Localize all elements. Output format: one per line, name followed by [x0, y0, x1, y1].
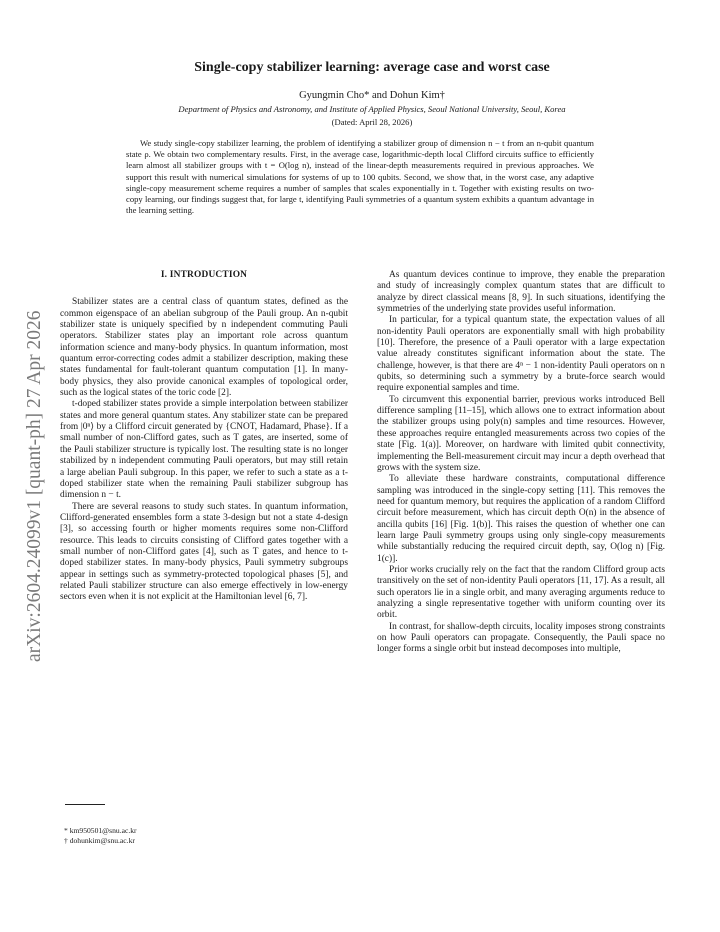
- affiliation: Department of Physics and Astronomy, and Institute of Applied Physics, Seoul National University, Seoul, Korea: [178, 104, 566, 114]
- body-paragraph: There are several reasons to study such states. In quantum information, Clifford-generated ensembles form a state 3-design but not a state 4-design [3], so accessing fourth or higher moments requires some non-Clifford resource. This leads to circuits consisting of Clifford gates together with a small number of non-Clifford gates [4], such as T gates, and hence to t-doped stabilizer states. In many-body physics, Pauli symmetry subgroups appear in settings such as symmetry-protected topological phases [5], and related Pauli stabilizer structure can also emerge effectively in low-energy sectors even when it is not explicit at the Hamiltonian level [6, 7].: [60, 501, 348, 603]
- body-paragraph: To circumvent this exponential barrier, previous works introduced Bell difference sampling [11–15], which allows one to extract information about the stabilizer groups using poly(n) samples and time resources. However, these approaches require entangled measurements across two copies of the state [Fig. 1(a)]. Moreover, on hardware with limited qubit connectivity, implementing the Bell-measurement circuit may incur a depth overhead that grows with the system size.: [377, 394, 665, 473]
- author-list: Gyungmin Cho* and Dohun Kim†: [299, 90, 445, 101]
- body-paragraph: t-doped stabilizer states provide a simple interpolation between stabilizer states and more general quantum states. Any stabilizer state can be prepared from |0ⁿ⟩ by a Clifford circuit generated by {CNOT, Hadamard, Phase}. If a small number of non-Clifford gates, such as T gates, are inserted, some of the Pauli stabilizer structure is typically lost. The resulting state is no longer stabilized by n independent commuting Pauli operators, but may still retain a large abelian Pauli subgroup. In this paper, we refer to such a state as a t-doped stabilizer state when the remaining Pauli stabilizer subgroup has dimension n − t.: [60, 399, 348, 501]
- arxiv-stamp-svg: [0, 0, 60, 932]
- footnote-email: † dohunkim@snu.ac.kr: [64, 836, 135, 845]
- body-paragraph: In particular, for a typical quantum state, the expectation values of all non-identity Pauli operators are exponentially small with high probability [10]. Therefore, the presence of a Pauli operator with a large expectation value already constitutes significant information about the state. The challenge, however, is that there are 4ⁿ − 1 non-identity Pauli operators on n qubits, so determining such a symmetry by a brute-force search would require exponential samples and time.: [377, 315, 665, 394]
- body-paragraph: As quantum devices continue to improve, they enable the preparation and study of increasingly complex quantum states that are difficult to analyze by direct classical means [8, 9]. In such situations, identifying the symmetries of the underlying state provides useful information.: [377, 270, 665, 315]
- footnote-divider: [65, 804, 105, 805]
- abstract-text: We study single-copy stabilizer learning, the problem of identifying a stabilizer group of dimension n − t from an n-qubit quantum state ρ. We obtain two complementary results. First, in the average case, logarithmic-depth local Clifford circuits suffice to efficiently learn almost all stabilizer groups with t = O(log n), instead of the linear-depth measurements required in previous approaches. We support this result with numerical simulations for systems of up to 100 qubits. Second, we show that, in the worst case, any adaptive single-copy measurement scheme requires a number of samples that scales exponentially in t. Together with existing results on two-copy learning, our findings suggest that, for large t, identifying Pauli symmetries of a quantum system exhibits a quantum advantage in the learning setting.: [126, 138, 594, 216]
- footnotes: [64, 826, 137, 846]
- body-paragraph: In contrast, for shallow-depth circuits, locality imposes strong constraints on how Pauli operators can propagate. Consequently, the Pauli space no longer forms a single orbit but instead decomposes into multiple,: [377, 621, 665, 655]
- section-heading: I. INTRODUCTION: [160, 270, 248, 280]
- arxiv-identifier: arXiv:2604.24099v1 [quant-ph] 27 Apr 2026: [24, 310, 45, 662]
- right-column: [377, 270, 665, 656]
- paper-title: Single-copy stabilizer learning: average case and worst case: [194, 60, 550, 75]
- body-paragraph: Stabilizer states are a central class of quantum states, defined as the common eigenspace of an abelian subgroup of the Pauli group. An n-qubit stabilizer state is uniquely specified by n independent commuting Pauli operators. Stabilizer states play an important role across quantum information science and many-body physics. In quantum information, most quantum error-correcting codes admit a stabilizer description, making these states fundamental for fault-tolerant quantum computation [1]. In many-body physics, they also provide canonical examples of topological order, such as the logical states of the toric code [2].: [60, 297, 348, 399]
- footnote-email: * km950501@snu.ac.kr: [64, 826, 137, 835]
- abstract: [126, 138, 594, 216]
- body-paragraph: Prior works crucially rely on the fact that the random Clifford group acts transitively on the set of non-identity Pauli operators [11, 17]. As a result, all such operators lie in a single orbit, and many averaging arguments reduce to analyzing a single representative together with uniform counting over its orbit.: [377, 564, 665, 621]
- body-paragraph: To alleviate these hardware constraints, computational difference sampling was introduced in the single-copy setting [11]. This removes the need for quantum memory, but requires the application of a random Clifford circuit before measurement, which has circuit depth O(n) in the absence of ancilla qubits [16] [Fig. 1(b)]. This raises the question of whether one can learn large Pauli symmetry groups using only single-copy measurements while substantially reducing the required circuit depth, say, O(log n) [Fig. 1(c)].: [377, 474, 665, 564]
- left-column: [60, 270, 348, 604]
- paper-header: [80, 60, 664, 127]
- arxiv-margin-stamp: [0, 0, 60, 932]
- date-line: (Dated: April 28, 2026): [331, 117, 413, 127]
